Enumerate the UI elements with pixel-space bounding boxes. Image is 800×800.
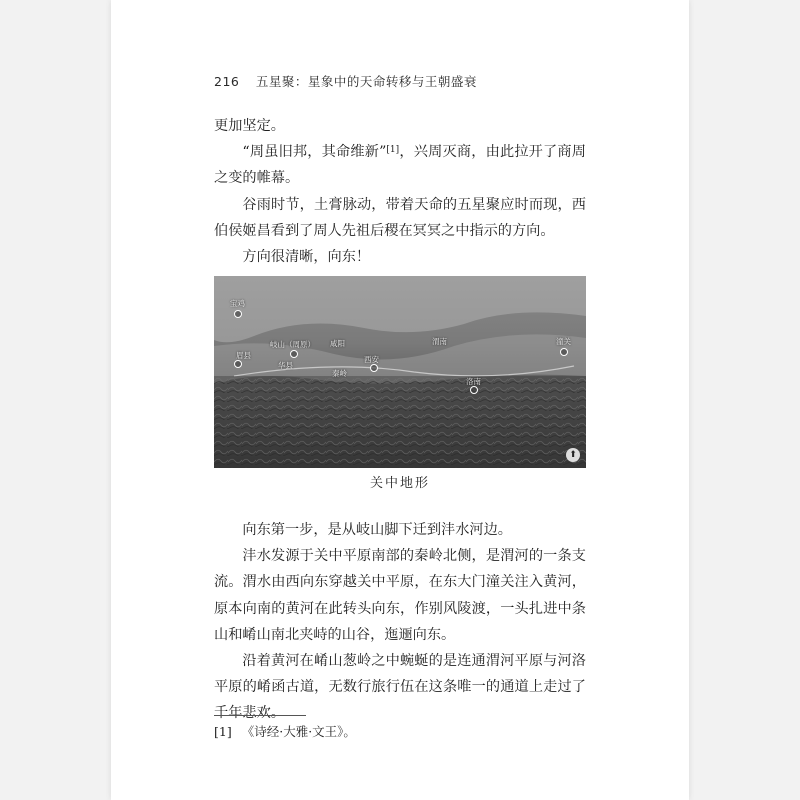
paragraph-4: 方向很清晰，向东！ xyxy=(242,249,371,266)
quote-text: “周虽旧邦，其命维新” xyxy=(242,144,387,161)
paragraph-6: 沣水发源于关中平原南部的秦岭北侧，是渭河的一条支流。渭水由西向东穿越关中平原，在东大门潼关注入黄河，原本向南的黄河在此转头向东，作别风陵渡，一头扎进中条山和崤山南北夹峙的山谷，迤逦向东。 xyxy=(214,548,586,643)
map-pin xyxy=(470,386,478,394)
footnote-divider xyxy=(214,715,306,716)
map-label: 潼关 xyxy=(556,337,571,346)
paragraph-3: 谷雨时节，土膏脉动，带着天命的五星聚应时而现，西伯侯姬昌看到了周人先祖后稷在冥冥之中指示的方向。 xyxy=(214,196,586,239)
map-pin xyxy=(234,360,242,368)
map-label: 华县 xyxy=(278,361,293,370)
map-pin xyxy=(234,310,242,318)
footnote-reference[interactable]: [1] xyxy=(386,145,400,156)
footnote-marker: [1] xyxy=(214,724,232,739)
map-label: 岐山（周原） xyxy=(270,340,315,349)
paragraph-5: 向东第一步，是从岐山脚下迁到沣水河边。 xyxy=(242,522,512,538)
map-pin xyxy=(370,364,378,372)
book-title: 五星聚：星象中的天命转移与王朝盛衰 xyxy=(255,74,477,89)
terrain-map-figure xyxy=(214,276,586,468)
paragraph-1: 更加坚定。 xyxy=(214,118,285,134)
paragraph-7: 沿着黄河在崤山葱岭之中蜿蜒的是连通渭河平原与河洛平原的崤函古道，无数行旅行伍在这条唯一的通道上走过了千年悲欢。 xyxy=(214,653,586,722)
map-label: 咸阳 xyxy=(330,339,345,348)
map-label: 渭南 xyxy=(432,337,447,346)
lower-body-text xyxy=(214,517,586,727)
map-pin xyxy=(560,348,568,356)
map-label: 秦岭 xyxy=(332,369,347,378)
running-head xyxy=(214,72,477,90)
paragraph-2-rest: ，兴周灭商，由此拉开了商周之变的帷幕。 xyxy=(214,144,586,187)
map-label: 眉县 xyxy=(236,351,251,360)
paragraph-2 xyxy=(214,139,586,191)
map-label: 宝鸡 xyxy=(230,299,245,308)
page-number: 216 xyxy=(214,74,240,89)
map-pin xyxy=(290,350,298,358)
terrain-map-image xyxy=(214,276,586,468)
upper-body-text xyxy=(214,113,586,270)
map-label: 西安 xyxy=(364,355,379,364)
figure-caption: 关中地形 xyxy=(369,476,430,491)
footnote xyxy=(214,722,356,740)
compass-icon[interactable]: ⬆ xyxy=(566,448,580,462)
map-label: 洛南 xyxy=(466,377,481,386)
footnote-text: 《诗经·大雅·文王》。 xyxy=(241,724,356,739)
